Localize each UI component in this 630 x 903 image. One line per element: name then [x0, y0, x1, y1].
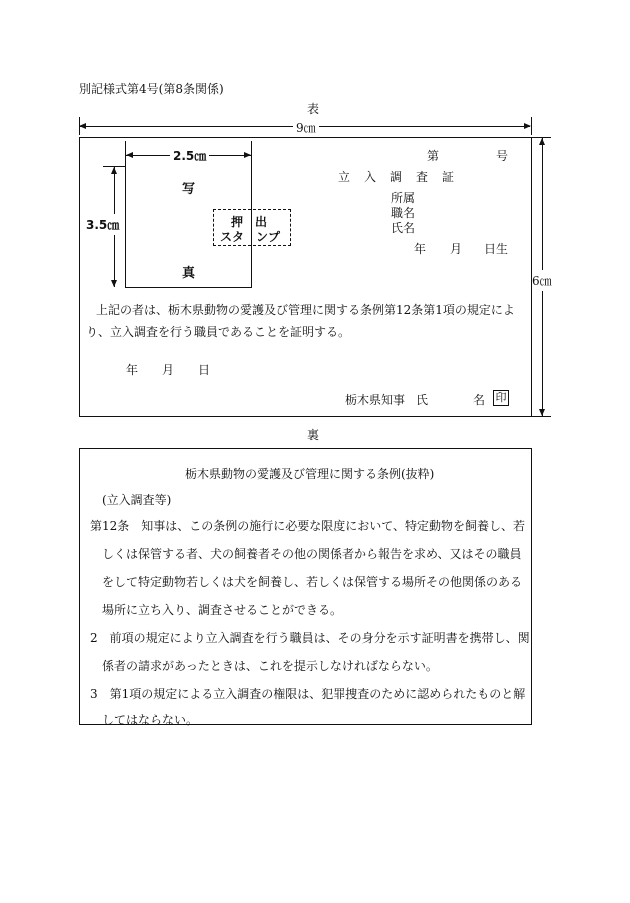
statement-line2: り、立入調査を行う職員であることを証明する。 — [86, 325, 351, 339]
stamp-line1: 押 出 — [231, 215, 268, 229]
form-number: 別記様式第4号(第8条関係) — [79, 82, 224, 96]
law-title: 栃木県動物の愛護及び管理に関する条例(抜粋) — [185, 467, 435, 481]
law-line: してはならない。 — [102, 713, 199, 727]
height-label: 6㎝ — [532, 270, 552, 291]
birth-day: 日生 — [484, 242, 509, 256]
seal-mark: 印 — [493, 390, 509, 406]
field-affiliation: 所属 — [391, 191, 416, 205]
photo-height-label: 3.5㎝ — [86, 214, 119, 235]
width-label: 9㎝ — [293, 119, 319, 136]
signer-name-left: 氏 — [416, 393, 429, 407]
law-line: 3 第1項の規定による立入調査の権限は、犯罪捜査のために認められたものと解 — [90, 687, 526, 701]
photo-width-label: 2.5㎝ — [170, 147, 209, 164]
front-card — [79, 137, 532, 417]
date-year: 年 — [126, 363, 139, 377]
law-line: しくは保管する者、犬の飼養者その他の関係者から報告を求め、又はその職員 — [102, 547, 522, 561]
birth-year: 年 — [414, 242, 427, 256]
number-label-right: 号 — [496, 149, 509, 163]
signer-name-right: 名 — [473, 393, 486, 407]
statement-line1: 上記の者は、栃木県動物の愛護及び管理に関する条例第12条第1項の規定によ — [96, 303, 515, 317]
law-line: 係者の請求があったときは、これを提示しなければならない。 — [102, 659, 438, 673]
photo-char-bottom: 真 — [182, 266, 196, 281]
photo-char-top: 写 — [182, 182, 196, 197]
date-day: 日 — [198, 363, 211, 377]
card-title: 立入調査証 — [338, 170, 469, 184]
law-line: 2 前項の規定により立入調査を行う職員は、その身分を示す証明書を携帯し、関 — [90, 631, 530, 645]
front-side-label: 表 — [307, 102, 320, 116]
back-side-label: 裏 — [307, 428, 320, 442]
number-label-left: 第 — [427, 149, 440, 163]
signer-title: 栃木県知事 — [345, 393, 406, 407]
back-card — [79, 448, 532, 725]
law-section: (立入調査等) — [102, 493, 172, 507]
birth-month: 月 — [450, 242, 463, 256]
law-line: 場所に立ち入り、調査させることができる。 — [102, 603, 343, 617]
date-month: 月 — [162, 363, 175, 377]
stamp-line2: スタ ンプ — [220, 230, 281, 244]
field-name: 氏名 — [391, 221, 416, 235]
law-line: 第12条 知事は、この条例の施行に必要な限度において、特定動物を飼養し、若 — [90, 519, 526, 533]
law-line: をして特定動物若しくは犬を飼養し、若しくは保管する場所その他関係のある — [102, 575, 523, 589]
field-job-title: 職名 — [391, 206, 416, 220]
